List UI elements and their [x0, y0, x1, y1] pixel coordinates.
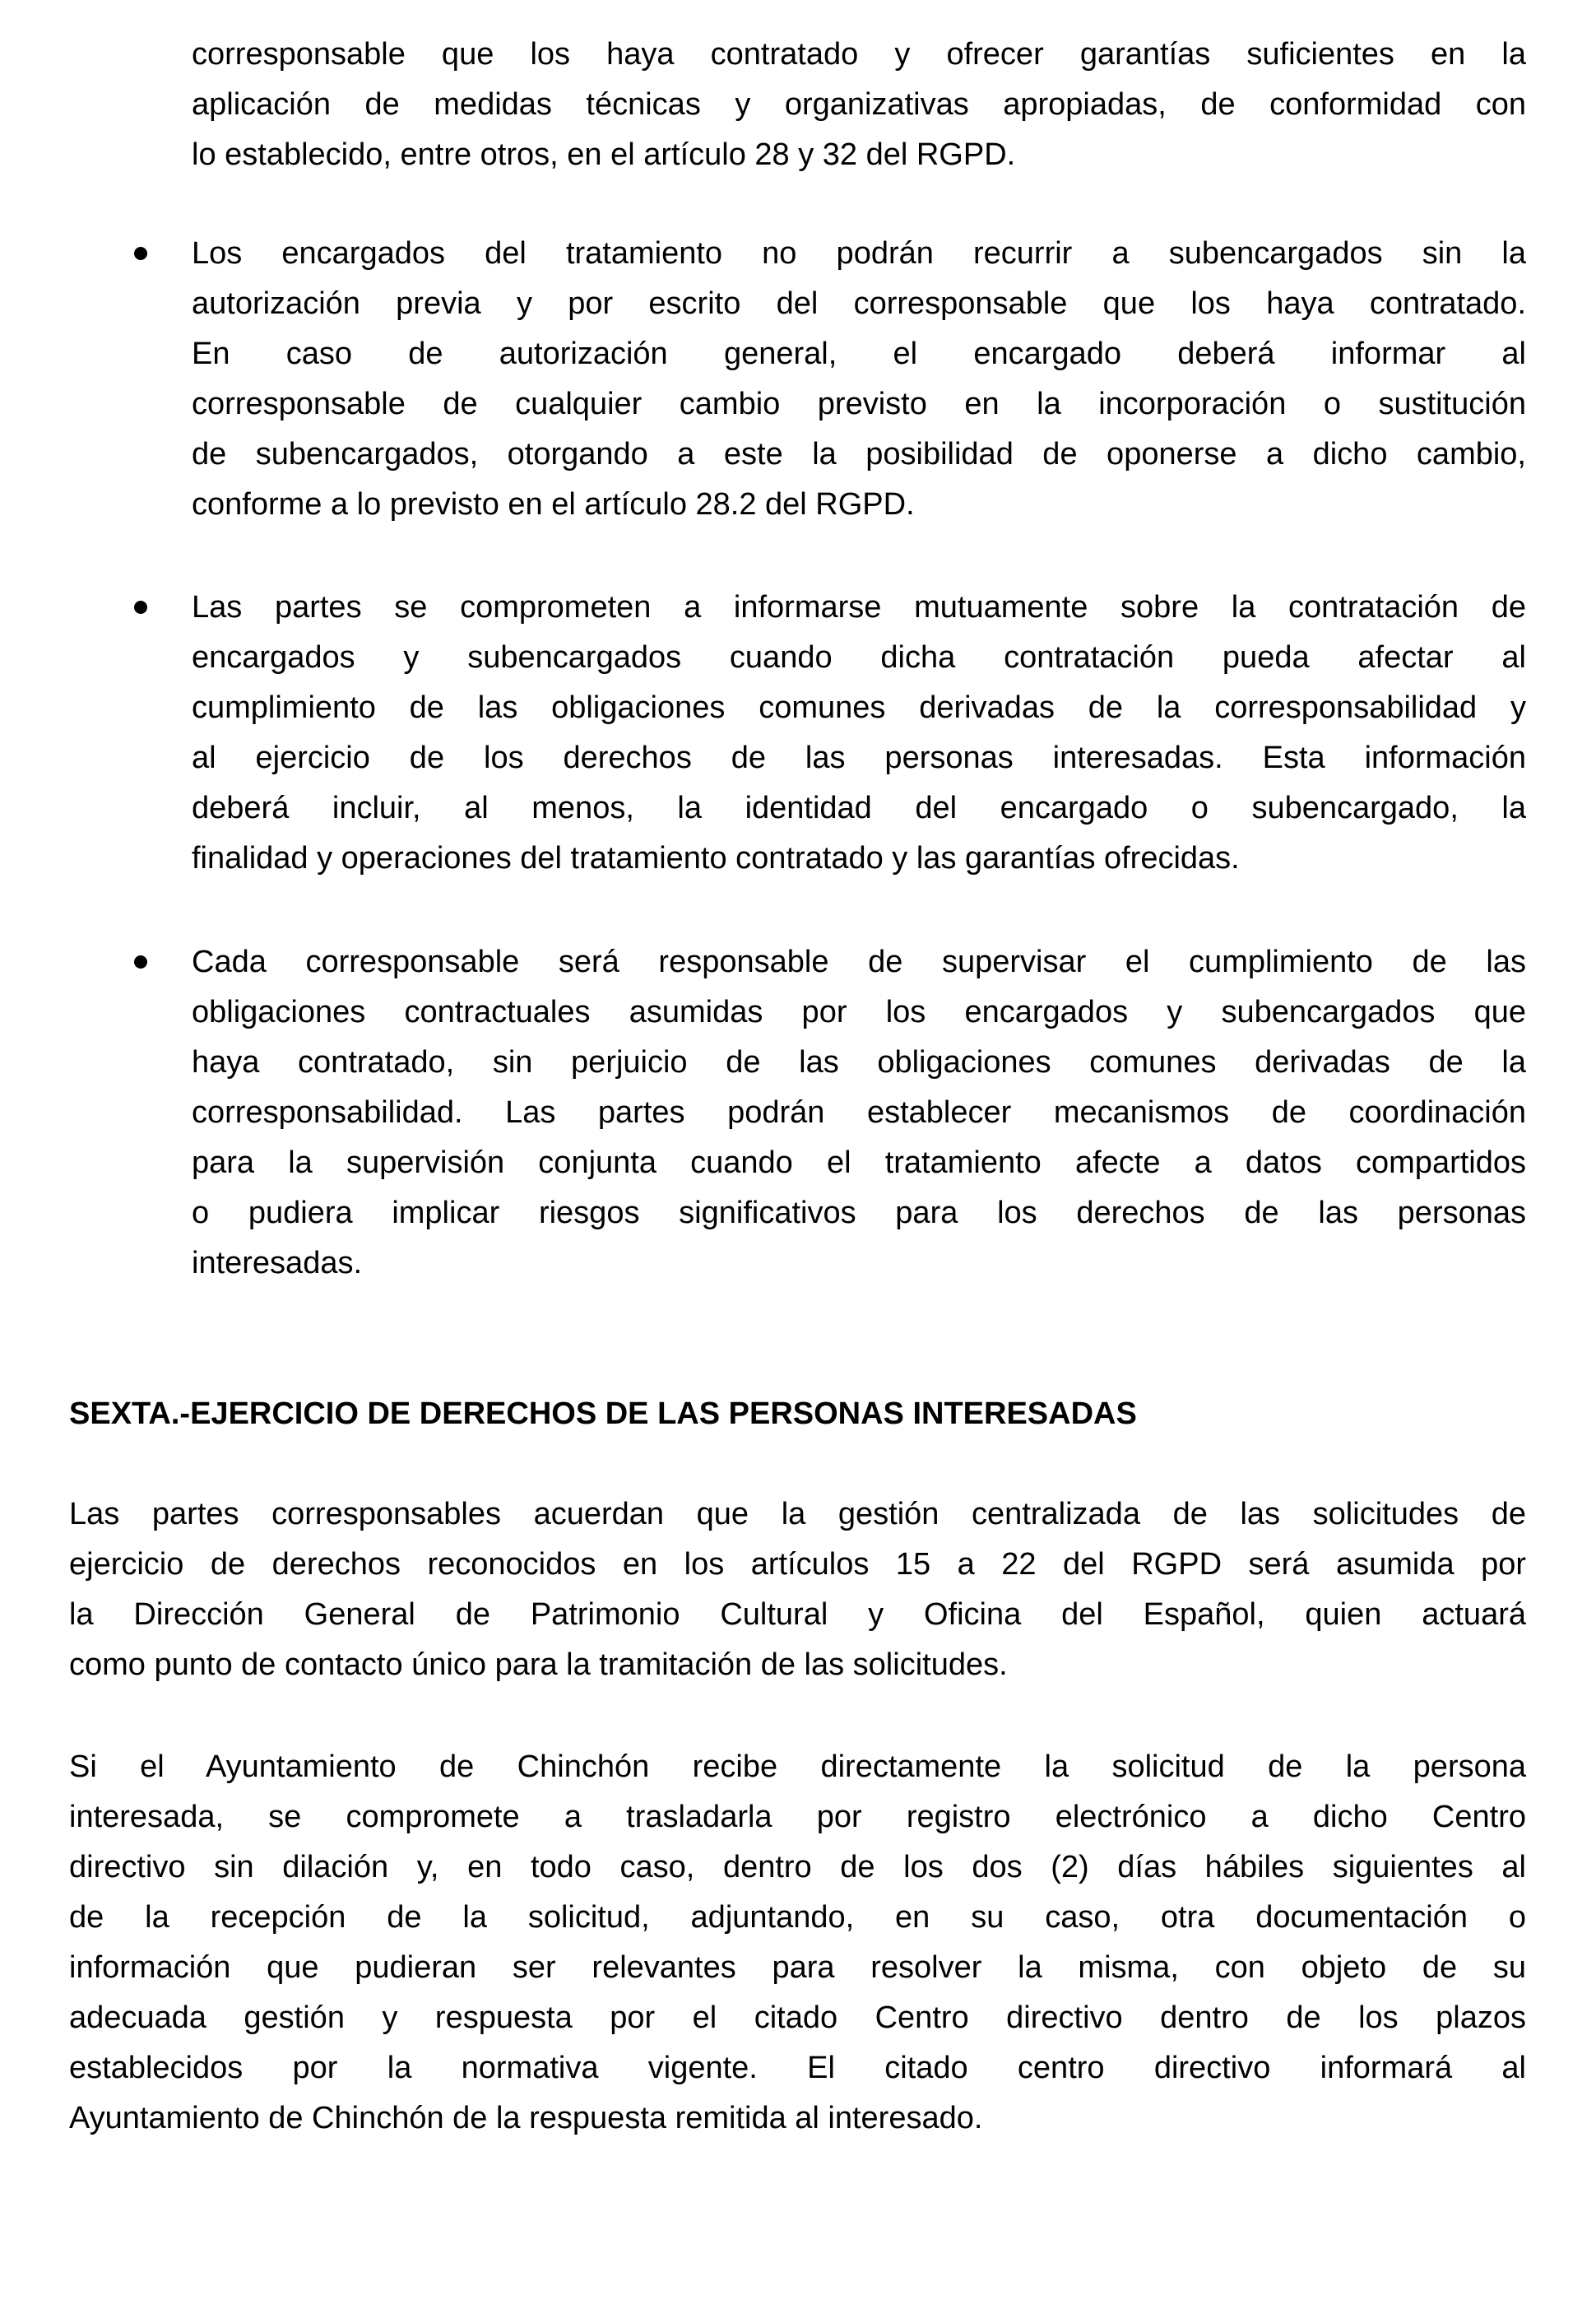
text-line: para la supervisión conjunta cuando el tratamiento afecte a datos compartidos [192, 1145, 1526, 1180]
bullet-icon [134, 247, 147, 260]
text-line: finalidad y operaciones del tratamiento contratado y las garantías ofrecidas. [192, 841, 1240, 876]
bullet-item-subencargados [192, 229, 1526, 530]
bullet-icon [134, 601, 147, 614]
text-line: Cada corresponsable será responsable de supervisar el cumplimiento de las [192, 945, 1526, 979]
text-line: como punto de contacto único para la tramitación de las solicitudes. [69, 1647, 1008, 1682]
text-line: interesada, se compromete a trasladarla por registro electrónico a dicho Centro [69, 1800, 1526, 1834]
text-line: autorización previa y por escrito del corresponsable que los haya contratado. [192, 286, 1526, 321]
text-line: establecidos por la normativa vigente. El citado centro directivo informará al [69, 2051, 1526, 2085]
text-line: al ejercicio de los derechos de las personas interesadas. Esta información [192, 741, 1526, 775]
bullet-item-informarse [192, 583, 1526, 884]
text-line: En caso de autorización general, el encargado deberá informar al [192, 337, 1526, 371]
bullet-icon [134, 955, 147, 969]
text-line: corresponsable de cualquier cambio previsto en la incorporación o sustitución [192, 387, 1526, 421]
text-line: lo establecido, entre otros, en el artículo 28 y 32 del RGPD. [192, 137, 1016, 172]
text-line: Ayuntamiento de Chinchón de la respuesta remitida al interesado. [69, 2101, 983, 2135]
text-line: Las partes corresponsables acuerdan que la gestión centralizada de las solicitudes de [69, 1497, 1526, 1531]
text-line: obligaciones contractuales asumidas por los encargados y subencargados que [192, 995, 1526, 1029]
text-line: interesadas. [192, 1246, 363, 1280]
text-line: adecuada gestión y respuesta por el citado Centro directivo dentro de los plazos [69, 2000, 1526, 2035]
text-line: o pudiera implicar riesgos significativos para los derechos de las personas [192, 1196, 1526, 1230]
paragraph-ayuntamiento-chinchon [69, 1742, 1526, 2144]
text-line: directivo sin dilación y, en todo caso, dentro de los dos (2) días hábiles siguientes al [69, 1850, 1526, 1884]
text-line: haya contratado, sin perjuicio de las obligaciones comunes derivadas de la [192, 1045, 1526, 1080]
text-line: conforme a lo previsto en el artículo 28.2 del RGPD. [192, 487, 915, 522]
text-line: corresponsabilidad. Las partes podrán establecer mecanismos de coordinación [192, 1095, 1526, 1130]
text-line: Si el Ayuntamiento de Chinchón recibe directamente la solicitud de la persona [69, 1749, 1526, 1784]
text-line: aplicación de medidas técnicas y organizativas apropiadas, de conformidad con [192, 87, 1526, 122]
section-heading: SEXTA.-EJERCICIO DE DERECHOS DE LAS PERSONAS INTERESADAS [69, 1396, 1137, 1431]
text-line: corresponsable que los haya contratado y ofrecer garantías suficientes en la [192, 37, 1526, 72]
text-line: la Dirección General de Patrimonio Cultural y Oficina del Español, quien actuará [69, 1597, 1526, 1632]
text-line: cumplimiento de las obligaciones comunes derivadas de la corresponsabilidad y [192, 690, 1526, 725]
text-line: encargados y subencargados cuando dicha contratación pueda afectar al [192, 640, 1526, 675]
text-line: Los encargados del tratamiento no podrán recurrir a subencargados sin la [192, 236, 1526, 271]
text-line: información que pudieran ser relevantes para resolver la misma, con objeto de su [69, 1950, 1526, 1985]
text-line: de la recepción de la solicitud, adjuntando, en su caso, otra documentación o [69, 1900, 1526, 1935]
text-line: deberá incluir, al menos, la identidad del encargado o subencargado, la [192, 791, 1526, 825]
text-line: ejercicio de derechos reconocidos en los artículos 15 a 22 del RGPD será asumida por [69, 1547, 1526, 1582]
text-line: de subencargados, otorgando a este la posibilidad de oponerse a dicho cambio, [192, 437, 1526, 472]
text-line: Las partes se comprometen a informarse mutuamente sobre la contratación de [192, 590, 1526, 625]
paragraph-gestion-centralizada [69, 1489, 1526, 1690]
bullet-item-supervisar [192, 937, 1526, 1289]
continuation-paragraph [192, 30, 1526, 180]
